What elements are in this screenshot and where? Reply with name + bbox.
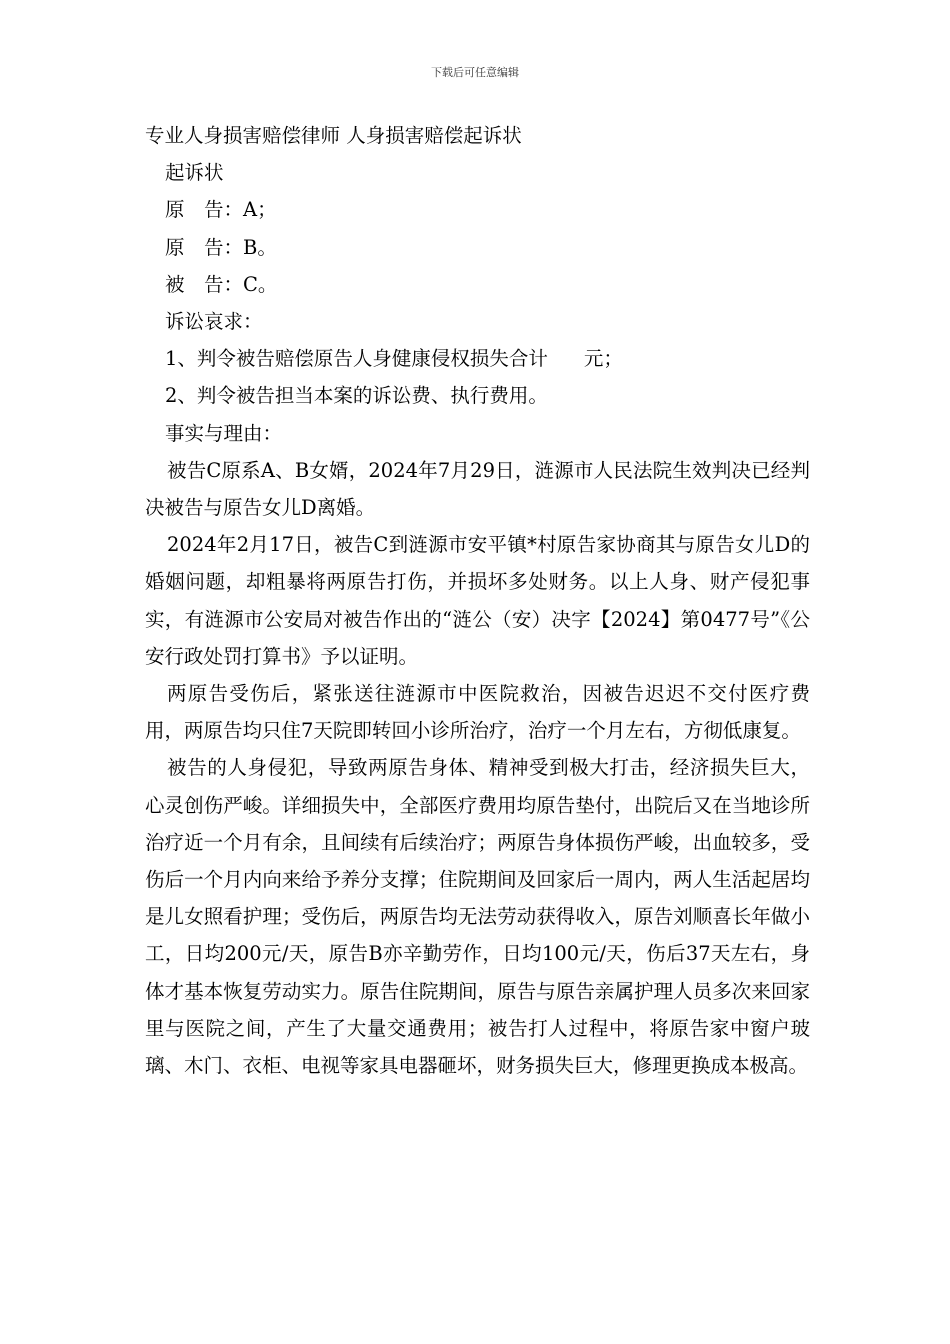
facts-heading: 事实与理由： [165, 421, 283, 445]
claim-2: 2、判令被告担当本案的诉讼费、执行费用。 [165, 384, 548, 408]
paragraph-2: 2024年2月17日，被告C到涟源市安平镇*村原告家协商其与原告女儿D的婚姻问题，却粗暴将两原告打伤，并损坏多处财务。以上人身、财产侵犯事实，有涟源市公安局对被告作出的“涟公（安）决字【2024】第0477号”《公安行政处罚打算书》予以证明。 [145, 533, 810, 668]
plaintiff-1: 原 告：A； [165, 198, 277, 222]
paragraph-3: 两原告受伤后，紧张送往涟源市中医院救治，因被告迟迟不交付医疗费用，两原告均只住7天院即转回小诊所治疗，治疗一个月左右，方彻低康复。 [145, 682, 810, 743]
defendant: 被 告：C。 [165, 272, 278, 296]
document-heading: 起诉状 [165, 161, 224, 185]
paragraph-4: 被告的人身侵犯，导致两原告身体、精神受到极大打击，经济损失巨大，心灵创伤严峻。详细损失中，全部医疗费用均原告垫付，出院后又在当地诊所治疗近一个月有余，且间续有后续治疗；两原告身体损伤严峻，出血较多，受伤后一个月内向来给予养分支撑；住院期间及回家后一周内，两人生活起居均是儿女照看护理；受伤后，两原告均无法劳动获得收入，原告刘顺喜长年做小工，日均200元/天，原告B亦辛勤劳作，日均100元/天，伤后37天左右，身体才基本恢复劳动实力。原告住院期间，原告与原告亲属护理人员多次来回家里与医院之间，产生了大量交通费用；被告打人过程中，将原告家中窗户玻璃、木门、衣柜、电视等家具电器砸坏，财务损失巨大，修理更换成本极高。 [145, 756, 810, 1078]
document-title: 专业人身损害赔偿律师 人身损害赔偿起诉状 [145, 124, 522, 147]
page-header [0, 64, 950, 80]
claim-1-text: 1、判令被告赔偿原告人身健康侵权损失合计 [165, 347, 548, 371]
header-note: 下载后可任意编辑 [431, 66, 519, 79]
claim-1-unit: 元； [583, 347, 623, 371]
claims-heading: 诉讼哀求： [165, 310, 263, 334]
plaintiff-2: 原 告：B。 [165, 235, 277, 259]
paragraph-1: 被告C原系A、B女婿，2024年7月29日，涟源市人民法院生效判决已经判决被告与原告女儿D离婚。 [145, 458, 810, 520]
document-body [145, 117, 810, 1084]
claim-1 [145, 340, 810, 377]
